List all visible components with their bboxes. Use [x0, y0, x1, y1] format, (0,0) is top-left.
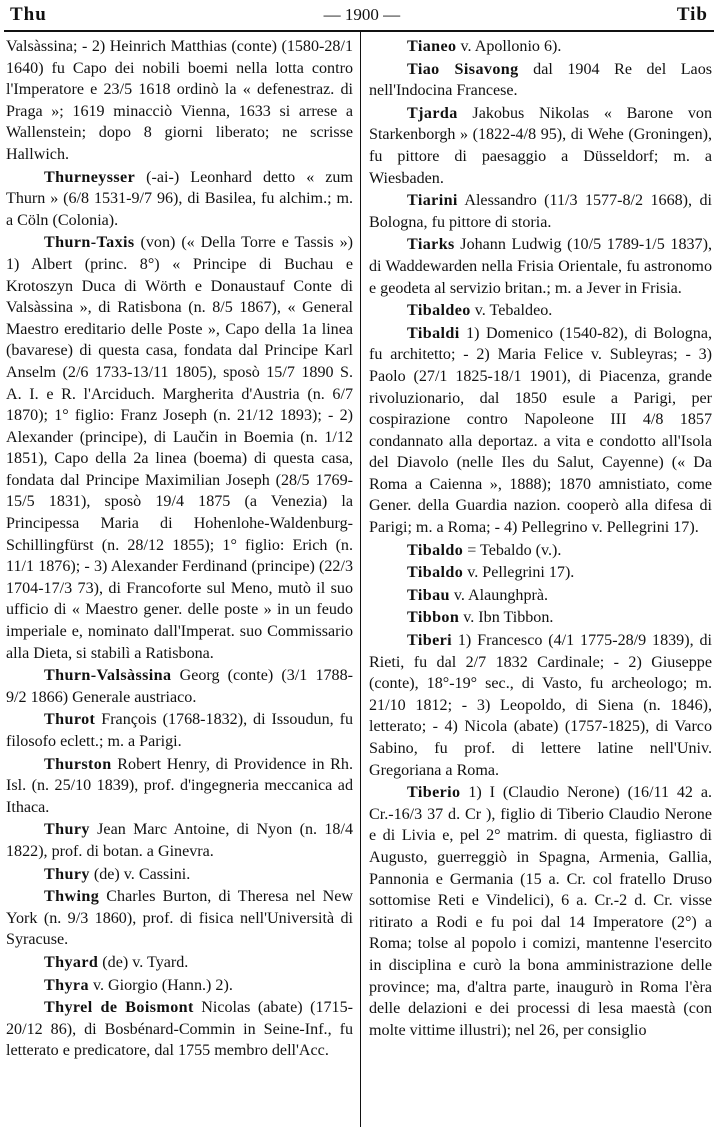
entry-headword: Tibau [407, 586, 450, 604]
entry [369, 300, 712, 322]
entry [6, 819, 353, 862]
entry-text: v. Alaunghprà. [449, 586, 549, 604]
entry [369, 585, 712, 607]
entry-text: v. Giorgio (Hann.) 2). [88, 976, 233, 994]
entry-headword: Thurot [44, 711, 96, 729]
entry-headword: Tibbon [407, 609, 460, 627]
header-left-word: Thu [10, 4, 47, 25]
entry [369, 36, 712, 58]
entry-text: Georg (conte) (3/1 1788-9/2 1866) Generale austriaco. [6, 667, 353, 706]
right-column [369, 36, 712, 1042]
entry [6, 36, 353, 166]
entry-text: (-ai-) Leonhard detto « zum Thurn » (6/8 1531-9/7 96), di Basilea, fu alchim.; m. a Cöln (Colonia). [6, 168, 353, 229]
entry-text: (von) (« Della Torre e Tassis ») 1) Albert (princ. 8°) « Principe di Buchau e Krotoszyn Duca di Wörth e Donaustauf Conte di Valsàssina », di Ratisbona (n. 8/5 1867), « General Maestro ereditario delle Poste », Capo della 1a linea (bavarese) di questa casa, fondata dal Principe Karl Anselm (2/6 1733-13/11 1805), sposò 15/7 1890 S. A. I. e R. l'Arciduch. Margherita d'Austria (n. 6/7 1870); 1° figlio: Franz Joseph (n. 21/12 1893); - 2) Alexander (principe), di Laučin in Boemia (n. 1/12 1851), Capo della 2a linea (boema) di questa casa, fondata dal Principe Maximilian Joseph (28/5 1769-15/5 1831), sposò 19/4 1875 (a Venezia) la Principessa Maria di Hohenlohe-Waldenburg-Schillingfürst (n. 28/12 1855); 1° figlio: Erich (n. 11/1 1876); - 3) Alexander Ferdinand (principe) (22/3 1704-17/3 73), di Francoforte sul Meno, mutò il suo ufficio di « Maestro gener. delle poste » in un feudo imperiale e, nominato dall'Imperat. suo Commissario alla Dieta, si stabilì a Ratisbona. [6, 234, 353, 662]
entry-text: v. Ibn Tibbon. [459, 609, 554, 627]
entry [369, 562, 712, 584]
entry [6, 167, 353, 232]
entry-text: = Tebaldo (v.). [463, 541, 562, 559]
entry-headword: Thury [44, 865, 90, 883]
entry-headword: Thurston [44, 755, 112, 773]
entry [6, 754, 353, 819]
entry-text: v. Tebaldeo. [470, 302, 553, 320]
entry [369, 190, 712, 233]
entry-text: Alessandro (11/3 1577-8/2 1668), di Bologna, fu pittore di storia. [369, 192, 712, 231]
entry-headword: Thwing [44, 888, 100, 906]
left-column [6, 36, 353, 1063]
entry [369, 59, 712, 102]
entry-text: Robert Henry, di Providence in Rh. Isl. (n. 25/10 1839), prof. d'ingegneria meccanica ad Ithaca. [6, 755, 353, 816]
entry [369, 103, 712, 189]
entry [6, 665, 353, 708]
entry-text: v. Apollonio 6). [456, 38, 562, 55]
entry-headword: Tjarda [407, 104, 458, 122]
entry-headword: Thurneysser [44, 168, 136, 186]
entry [6, 997, 353, 1062]
entry-headword: Tiberio [407, 784, 461, 802]
entry [369, 540, 712, 562]
entry-text: (de) v. Tyard. [98, 953, 189, 971]
entry-headword: Thury [44, 821, 90, 839]
header-right-word: Tib [676, 4, 708, 25]
page-number: — 1900 — [323, 5, 401, 24]
entry-headword: Tibaldo [407, 564, 464, 582]
entry [369, 630, 712, 781]
entry [369, 607, 712, 629]
entry-headword: Tiarini [407, 192, 458, 210]
entry-headword: Tibaldo [407, 541, 464, 559]
header-rule [4, 30, 714, 32]
entry-text: v. Pellegrini 17). [463, 564, 575, 582]
entry [369, 782, 712, 1041]
entry-text: Johann Ludwig (10/5 1789-1/5 1837), di Waddewarden nella Frisia Orientale, fu astronomo e geodeta al servizio britan.; m. a Jever in Frisia. [369, 236, 712, 297]
running-header [0, 0, 718, 30]
entry [6, 709, 353, 752]
entry-headword: Tiarks [407, 236, 455, 254]
entry-headword: Tianeo [407, 38, 457, 55]
entry-headword: Thyard [44, 953, 99, 971]
entry [6, 952, 353, 974]
entry-text: Nicolas (abate) (1715-20/12 86), di Bosbénard-Commin in Seine-Inf., fu letterato e predicatore, dal 1755 membro dell'Acc. [6, 999, 353, 1060]
entry [6, 886, 353, 951]
entry [369, 234, 712, 299]
entry [6, 975, 353, 997]
entry-text: 1) Francesco (4/1 1775-28/9 1839), di Rieti, fu dal 2/7 1832 Cardinale; - 2) Giuseppe (conte), 18°-19° sec., di Vasto, fu archeologo; m. 21/10 1812; - 3) Leopoldo, di Siena (n. 1846), letterato; - 4) Nicola (abate) (1757-1825), di Varco Sabino, fu prof. di lettere latine nell'Univ. Gregoriana a Roma. [369, 632, 712, 779]
entry-text: Jakobus Nikolas « Barone von Starkenborgh » (1822-4/8 95), di Wehe (Groningen), fu pittore di paesaggio a Düsseldorf; m. a Wiesbaden. [369, 104, 712, 187]
entry-text: (de) v. Cassini. [89, 865, 191, 883]
entry-headword: Tiberi [407, 632, 453, 650]
entry-headword: Tibaldi [407, 324, 460, 342]
entry [6, 864, 353, 886]
entry-headword: Tibaldeo [407, 302, 471, 320]
entry-text: 1) I (Claudio Nerone) (16/11 42 a. Cr.-16/3 37 d. Cr ), figlio di Tiberio Claudio Nerone e di Livia e, pel 2° matrim. di questa, figliastro di Augusto, guerreggiò in Spagna, Armenia, Gallia, Pannonia e Germania (15 a. Cr. col fratello Druso sottomise Reti e Vindelici), 6 a. Cr.-2 d. Cr. visse ritirato a Rodi e fu poi dal 14 Imperatore (2°) a Roma; tolse al popolo i comizi, mantenne l'esercito in disciplina e curò la bona amministrazione delle province; ma, d'altra parte, inaugurò in Roma l'èra delle delazioni e dei processi di lesa maestà (con molte vittime illustri); nel 26, per consiglio [369, 784, 712, 1039]
entry-headword: Thyrel de Boismont [44, 999, 194, 1017]
entry-headword: Tiao Sisavong [407, 60, 519, 78]
entry-text: Jean Marc Antoine, di Nyon (n. 18/4 1822), prof. di botan. a Ginevra. [6, 821, 353, 860]
entry-text: François (1768-1832), di Issoudun, fu filosofo eclett.; m. a Parigi. [6, 711, 353, 750]
entry-text: dal 1904 Re del Laos nell'Indocina Francese. [369, 60, 712, 100]
entry-text: Valsàssina; - 2) Heinrich Matthias (conte) (1580-28/1 1640) fu Capo dei nobili boemi nella lotta contro l'Imperatore e 23/5 1618 ordinò la « defenestraz. di Praga »; 1619 minacciò Vienna, 1633 si arrese a Wallenstein; dopo 8 giorni liberato; ne scrisse Hallwich. [6, 38, 353, 163]
entry [369, 323, 712, 539]
entry-headword: Thurn-Taxis [44, 234, 135, 252]
entry-text: 1) Domenico (1540-82), di Bologna, fu architetto; - 2) Maria Felice v. Subleyras; - 3) Paolo (27/1 1825-18/1 1901), di Piacenza, grande rivoluzionario, dal 1850 esule a Parigi, per cospirazione contro Napoleone III 4/8 1857 condannato alla deportaz. a vita e condotto all'Isola del Diavolo (nelle Iles du Salut, Cayenne) (« Da Roma a Caienna », 1888); 1870 amnistiato, come Gener. della Guardia nazion. cooperò alla difesa di Parigi; m. a Roma; - 4) Pellegrino v. Pellegrini 17). [369, 324, 712, 537]
column-divider [360, 32, 361, 1127]
entry [6, 232, 353, 664]
entry-text: Charles Burton, di Theresa nel New York (n. 9/3 1860), prof. di fisica nell'Università di Syracuse. [6, 888, 353, 949]
entry-headword: Thurn-Valsàssina [44, 667, 172, 685]
entry-headword: Thyra [44, 976, 89, 994]
